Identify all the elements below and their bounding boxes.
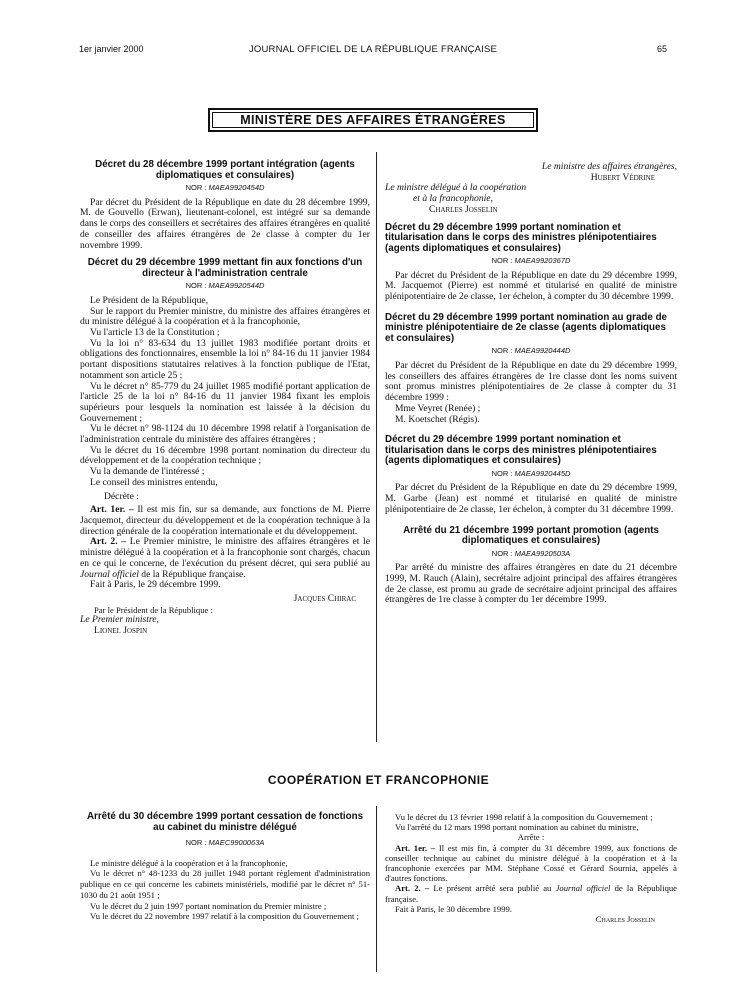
decree-1-body: Par décret du Président de la République en date du 28 décembre 1999, M. de Gouvello (Erwan), lieutenant-colonel, est intégré sur sa demande dans le corps des conseillers et secrétaires des affaires étrangères en qualité de conseiller des affaires étrangères de 2e classe à compter du 1er novembre 1999. [80,196,370,251]
decree-4-name: Mme Veyret (Renée) ; [395,402,481,414]
decree-3-title: Décret du 29 décembre 1999 portant nomination et titularisation dans le corps des ministres plénipotentiaires (agents diplomatiques et consulaires) [385,221,657,254]
decree-2-para: Le Président de la République, [90,294,209,306]
decree-4-nor: NOR : MAEA9920444D [491,346,571,356]
decree-1-nor: NOR : MAEA9920454D [185,183,265,192]
decree-4-name: M. Koetschet (Régis). [395,413,480,425]
arrete-2-para: Vu le décret du 13 février 1998 relatif à la composition du Gouvernement ; [395,812,653,822]
arrete-2-article-1: Art. 1er. – Il est mis fin, à compter du 31 décembre 1999, aux fonctions de conseiller technique au cabinet du ministre délégué à la coopération et à la francophonie exercées par MM. Stéphane Cossé et Gérard Sournia, appelés à d'autres fonctions. [385,842,677,884]
signature-vedrine: Hubert Védrine [590,171,655,183]
bottom-right-column [385,812,677,924]
header-page-number: 65 [656,44,667,54]
decree-2-title: Décret du 29 décembre 1999 mettant fin aux fonctions d'un directeur à l'administration centrale [87,257,363,279]
decree-4-body: Par décret du Président de la République en date du 29 décembre 1999, les conseillers des affaires étrangères de 1re classe dont les noms suivent sont promus ministres plénipotentiaires de 2e classe à compter du 31 décembre 1999 : [385,360,677,404]
decree-2-para: Vu le décret n° 98-1124 du 10 décembre 1998 relatif à l'organisation de l'administration centrale du ministère des affaires étrangères ; [80,423,370,446]
par-le-president: Par le Président de la République : [94,604,213,615]
decree-3-body: Par décret du Président de la République en date du 29 décembre 1999, M. Jacquemot (Pierre) est nommé et titularisé en qualité de ministre plénipotentiaire de 2e classe, 1er échelon, à compter du 30 décembre 1999. [385,269,677,303]
signature-josselin: Charles Josselin [429,203,498,215]
decree-4-title: Décret du 29 décembre 1999 portant nomination au grade de ministre plénipotentiaire de 2e classe (agents diplomatiques et consulaires) [385,311,668,344]
right-column [385,162,677,606]
arrete-2-title: Arrêté du 30 décembre 1999 portant cessation de fonctions au cabinet du ministre délégué [86,811,364,833]
signature-role-francophonie: et à la francophonie, [413,193,493,205]
decree-2-para: Vu la loi n° 83-634 du 13 juillet 1983 modifiée portant droits et obligations des fonctionnaires, ensemble la loi n° 84-16 du 11 janvier 1984 portant dispositions statutaires relatives à la fonction publique de l'Etat, notamment son article 25 ; [80,337,370,381]
section-title-cooperation: COOPÉRATION ET FRANCOPHONIE [267,773,490,787]
decree-2-nor: NOR : MAEA9920544D [185,281,265,291]
left-column [80,160,370,637]
arrete-2-arrete: Arrête : [517,832,545,843]
ministry-title: MINISTÈRE DES AFFAIRES ÉTRANGÈRES [240,113,506,127]
decree-1-title: Décret du 28 décembre 1999 portant intégration (agents diplomatiques et consulaires) [95,159,355,181]
arrete-2-nor: NOR : MAEC9900063A [185,838,265,847]
arrete-2-para: Le ministre délégué à la coopération et à la francophonie, [90,857,288,868]
column-divider [376,152,377,742]
arrete-2-para: Vu le décret du 2 juin 1997 portant nomination du Premier ministre ; [90,900,327,911]
decree-2-para: Vu le décret du 16 décembre 1998 portant nomination du directeur du développement et de la coopération technique ; [80,444,370,467]
column-divider [376,806,377,972]
decree-2-para: Le conseil des ministres entendu, [90,476,218,488]
decree-2-fait: Fait à Paris, le 29 décembre 1999. [90,579,221,591]
arrete-2-para: Vu le décret du 22 novembre 1997 relatif à la composition du Gouvernement ; [90,911,359,922]
signature-role-cooperation: Le ministre délégué à la coopération [385,182,527,194]
decree-5-nor: NOR : MAEA9920445D [491,468,571,478]
arrete-1-nor: NOR : MAEA9920503A [491,548,571,558]
decree-2-article-2: Art. 2. – Le Premier ministre, le ministre des affaires étrangères et le ministre délégué à la coopération et à la francophonie sont chargés, chacun en ce qui le concerne, de l'exécution du présent décret, qui sera publié au Journal officiel de la République française. [80,536,370,580]
decree-3-nor: NOR : MAEA9920367D [491,256,571,266]
arrete-2-fait: Fait à Paris, le 30 décembre 1999. [395,903,512,914]
arrete-1-title: Arrêté du 21 décembre 1999 portant promotion (agents diplomatiques et consulaires) [403,524,659,547]
decree-2-decrete: Décrète : [104,490,139,502]
header-date: 1er janvier 2000 [79,44,144,54]
signature-josselin-bottom: Charles Josselin [595,914,655,925]
decree-2-para: Sur le rapport du Premier ministre, du ministre des affaires étrangères et du ministre délégué à la coopération et à la francophonie, [80,305,370,328]
page-header [79,44,667,58]
arrete-1-body: Par arrêté du ministre des affaires étrangères en date du 21 décembre 1999, M. Rauch (Alain), secrétaire adjoint principal des affaires étrangères de 2e classe, est promu au grade de secrétaire adjoint principal des affaires étrangères de 1re classe à compter du 1er décembre 1999. [385,562,677,606]
decree-5-title: Décret du 29 décembre 1999 portant nomination et titularisation dans le corps des ministres plénipotentiaires (agents diplomatiques et consulaires) [385,434,657,467]
decree-2-para: Vu le décret n° 85-779 du 24 juillet 1985 modifié portant application de l'article 25 de la loi n° 84-16 du 11 janvier 1984 fixant les emplois supérieurs pour lesquels la nomination est laissée à la décision du Gouvernement ; [80,380,370,424]
signature-role-affaires-etrangeres: Le ministre des affaires étrangères, [541,161,677,172]
arrete-2-para: Vu l'arrêté du 12 mars 1998 portant nomination au cabinet du ministre, [395,822,639,833]
arrete-2-para: Vu le décret n° 48-1233 du 28 juillet 1948 portant règlement d'administration publique en ce qui concerne les cabinets ministériels, modifié par le décret n° 51-1030 du 21 août 1951 ; [80,868,370,900]
signature-jospin: Lionel Jospin [94,625,148,637]
bottom-left-column [80,812,370,922]
ministry-title-box [208,108,538,132]
signature-chirac: Jacques Chirac [293,592,356,604]
decree-2-para: Vu l'article 13 de la Constitution ; [90,327,220,339]
decree-2-article-1: Art. 1er. – Il est mis fin, sur sa demande, aux fonctions de M. Pierre Jacquemot, directeur du développement et de la coopération technique à la direction générale de la coopération internationale et du développement. [80,504,370,537]
decree-5-body: Par décret du Président de la République en date du 29 décembre 1999, M. Garbe (Jean) est nommé et titularisé en qualité de ministre plénipotentiaire de 2e classe, 1er échelon, à compter du 31 décembre 1999. [385,482,677,515]
header-journal-title: JOURNAL OFFICIEL DE LA RÉPUBLIQUE FRANÇAISE [248,44,498,55]
arrete-2-article-2: Art. 2. – Le présent arrêté sera publié au Journal officiel de la République française. [385,883,677,904]
decree-2-para: Vu la demande de l'intéressé ; [90,466,205,478]
premier-ministre-role: Le Premier ministre, [80,614,159,626]
